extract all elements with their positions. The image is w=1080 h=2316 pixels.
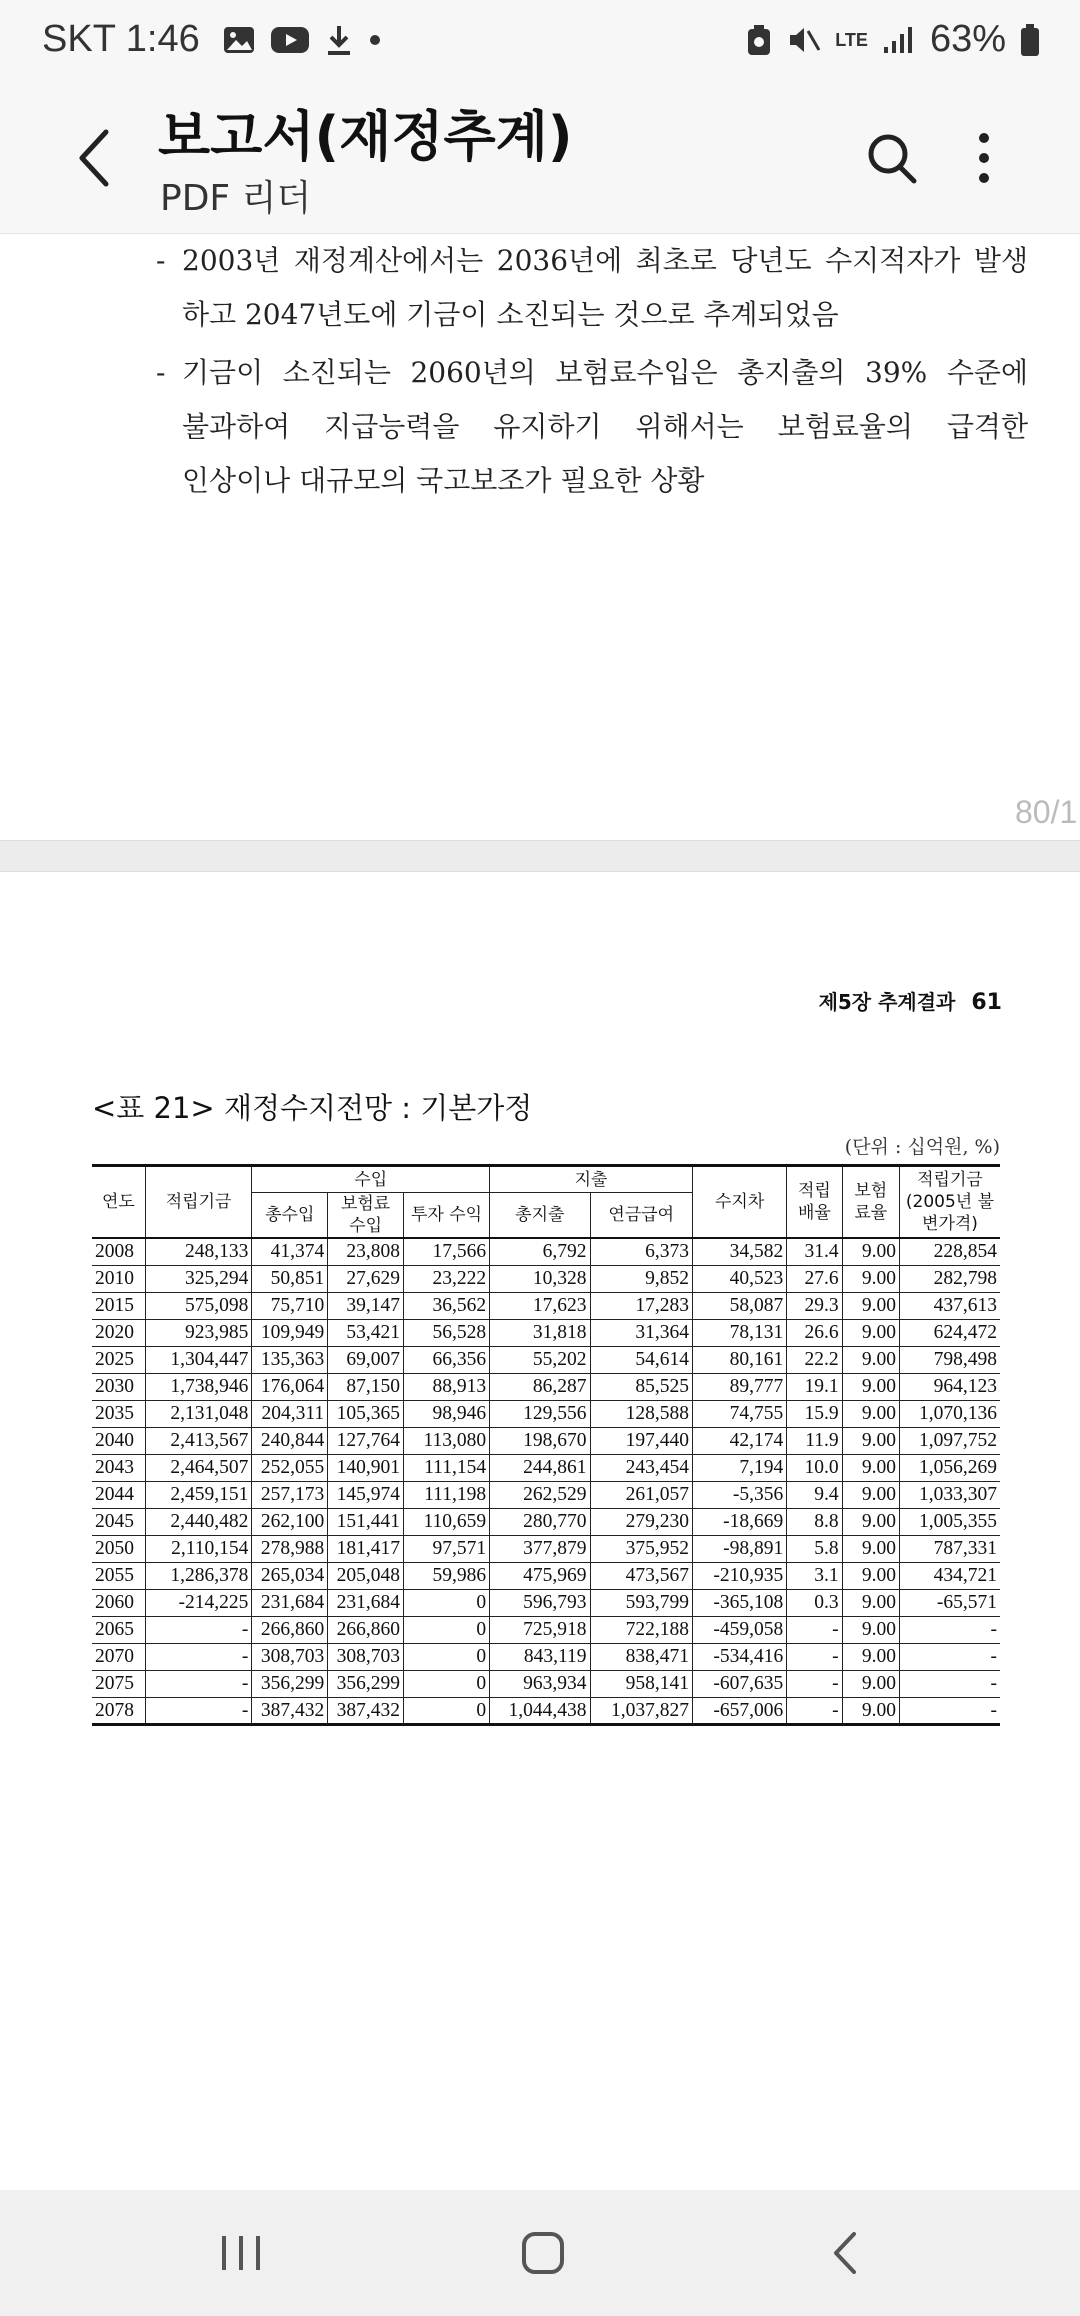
cell-total-income: 240,844	[252, 1427, 328, 1454]
cell-total-expenditure: 198,670	[490, 1427, 590, 1454]
cell-year: 2010	[92, 1265, 145, 1292]
recent-apps-icon	[206, 2220, 276, 2286]
unit-note: (단위 : 십억원, %)	[844, 1136, 1000, 1158]
cell-premium-income: 231,684	[328, 1589, 404, 1616]
bullet-line: 불과하여 지급능력을 유지하기 위해서는 보험료율의 급격한	[182, 410, 1028, 443]
cell-reserve-fund: 1,286,378	[145, 1562, 252, 1589]
cell-premium-income: 356,299	[328, 1670, 404, 1697]
cell-reserve-fund: 2,131,048	[145, 1400, 252, 1427]
cell-reserve-ratio: -	[787, 1616, 842, 1643]
download-icon	[324, 23, 354, 57]
cell-total-expenditure: 280,770	[490, 1508, 590, 1535]
cell-pension-benefits: 128,588	[590, 1400, 692, 1427]
cell-reserve-fund-2005: 1,005,355	[899, 1508, 1000, 1535]
cell-premium-rate: 9.00	[842, 1346, 899, 1373]
pdf-viewer[interactable]	[0, 234, 1080, 2190]
cell-balance: -98,891	[692, 1535, 786, 1562]
cell-total-income: 75,710	[252, 1292, 328, 1319]
cell-pension-benefits: 279,230	[590, 1508, 692, 1535]
table-row	[92, 1319, 1000, 1346]
cell-total-expenditure: 6,792	[490, 1238, 590, 1265]
cell-reserve-ratio: 27.6	[787, 1265, 842, 1292]
recent-apps-button[interactable]	[206, 2220, 276, 2286]
cell-reserve-fund-2005: 282,798	[899, 1265, 1000, 1292]
cell-total-income: 308,703	[252, 1643, 328, 1670]
table-row	[92, 1589, 1000, 1616]
search-button[interactable]	[862, 122, 922, 192]
page-indicator: 80/1	[1015, 794, 1078, 830]
cell-investment-income: 23,222	[404, 1265, 490, 1292]
cell-reserve-ratio: 3.1	[787, 1562, 842, 1589]
table-row	[92, 1562, 1000, 1589]
cell-investment-income: 66,356	[404, 1346, 490, 1373]
cell-pension-benefits: 243,454	[590, 1454, 692, 1481]
cell-year: 2075	[92, 1670, 145, 1697]
cell-balance: 74,755	[692, 1400, 786, 1427]
cell-total-income: 262,100	[252, 1508, 328, 1535]
cell-total-expenditure: 86,287	[490, 1373, 590, 1400]
cell-pension-benefits: 958,141	[590, 1670, 692, 1697]
cell-reserve-fund: 923,985	[145, 1319, 252, 1346]
cell-reserve-fund-2005: 434,721	[899, 1562, 1000, 1589]
network-type: LTE	[835, 29, 868, 50]
cell-year: 2015	[92, 1292, 145, 1319]
table-row	[92, 1697, 1000, 1724]
bullet-dash: -	[156, 356, 166, 389]
cell-total-income: 252,055	[252, 1454, 328, 1481]
cell-pension-benefits: 838,471	[590, 1643, 692, 1670]
back-chevron-icon	[66, 118, 126, 198]
cell-reserve-fund: 2,464,507	[145, 1454, 252, 1481]
cell-reserve-fund: 2,413,567	[145, 1427, 252, 1454]
cell-reserve-fund: -	[145, 1643, 252, 1670]
table-row	[92, 1643, 1000, 1670]
cell-total-expenditure: 377,879	[490, 1535, 590, 1562]
cell-year: 2045	[92, 1508, 145, 1535]
cell-premium-rate: 9.00	[842, 1589, 899, 1616]
youtube-icon	[270, 25, 310, 55]
cell-total-income: 135,363	[252, 1346, 328, 1373]
cell-reserve-fund-2005: -	[899, 1643, 1000, 1670]
cell-premium-income: 151,441	[328, 1508, 404, 1535]
cell-year: 2035	[92, 1400, 145, 1427]
cell-reserve-fund: 575,098	[145, 1292, 252, 1319]
cell-reserve-fund: 325,294	[145, 1265, 252, 1292]
cell-investment-income: 0	[404, 1616, 490, 1643]
cell-premium-rate: 9.00	[842, 1670, 899, 1697]
cell-investment-income: 88,913	[404, 1373, 490, 1400]
cell-investment-income: 0	[404, 1670, 490, 1697]
navigation-bar	[0, 2190, 1080, 2316]
table-row	[92, 1292, 1000, 1319]
cell-total-expenditure: 725,918	[490, 1616, 590, 1643]
cell-premium-income: 69,007	[328, 1346, 404, 1373]
cell-total-expenditure: 10,328	[490, 1265, 590, 1292]
table-caption: <표 21> 재정수지전망 : 기본가정	[92, 1091, 533, 1125]
cell-year: 2025	[92, 1346, 145, 1373]
cell-premium-income: 181,417	[328, 1535, 404, 1562]
cell-pension-benefits: 375,952	[590, 1535, 692, 1562]
cell-balance: 58,087	[692, 1292, 786, 1319]
cell-premium-rate: 9.00	[842, 1265, 899, 1292]
nav-back-icon	[812, 2220, 882, 2286]
cell-premium-income: 39,147	[328, 1292, 404, 1319]
cell-year: 2044	[92, 1481, 145, 1508]
cell-investment-income: 111,198	[404, 1481, 490, 1508]
chapter-title: 제5장 추계결과	[818, 990, 956, 1014]
cell-year: 2008	[92, 1238, 145, 1265]
table-body	[92, 1238, 1000, 1724]
cell-pension-benefits: 197,440	[590, 1427, 692, 1454]
cell-year: 2078	[92, 1697, 145, 1724]
table-row	[92, 1670, 1000, 1697]
header-reserve-fund: 적립기금	[145, 1166, 252, 1239]
fiscal-projection-table	[92, 1164, 1000, 1726]
cell-pension-benefits: 31,364	[590, 1319, 692, 1346]
status-bar	[0, 0, 1080, 80]
cell-balance: 78,131	[692, 1319, 786, 1346]
bullet-line: 2003년 재정계산에서는 2036년에 최초로 당년도 수지적자가 발생	[182, 244, 1028, 277]
cell-premium-income: 205,048	[328, 1562, 404, 1589]
cell-investment-income: 110,659	[404, 1508, 490, 1535]
cell-reserve-fund-2005: 964,123	[899, 1373, 1000, 1400]
header-premium-rate: 보험 료율	[842, 1166, 899, 1239]
cell-investment-income: 59,986	[404, 1562, 490, 1589]
cell-premium-income: 105,365	[328, 1400, 404, 1427]
cell-investment-income: 0	[404, 1643, 490, 1670]
cell-reserve-fund: -	[145, 1616, 252, 1643]
cell-premium-rate: 9.00	[842, 1508, 899, 1535]
table-row	[92, 1535, 1000, 1562]
carrier-time: SKT 1:46	[42, 18, 200, 60]
cell-premium-income: 387,432	[328, 1697, 404, 1724]
cell-premium-income: 140,901	[328, 1454, 404, 1481]
cell-year: 2030	[92, 1373, 145, 1400]
document-title: 보고서(재정추계)	[158, 105, 573, 168]
cell-reserve-ratio: 8.8	[787, 1508, 842, 1535]
cell-total-income: 266,860	[252, 1616, 328, 1643]
home-button[interactable]	[508, 2220, 578, 2286]
cell-reserve-fund-2005: 787,331	[899, 1535, 1000, 1562]
table-row	[92, 1481, 1000, 1508]
cell-reserve-fund-2005: 1,070,136	[899, 1400, 1000, 1427]
cell-reserve-fund-2005: -65,571	[899, 1589, 1000, 1616]
notification-icons	[222, 23, 382, 57]
cell-total-income: 50,851	[252, 1265, 328, 1292]
page-separator	[0, 840, 1080, 872]
cell-reserve-ratio: 26.6	[787, 1319, 842, 1346]
cell-total-income: 41,374	[252, 1238, 328, 1265]
table-row	[92, 1616, 1000, 1643]
cell-year: 2040	[92, 1427, 145, 1454]
cell-pension-benefits: 54,614	[590, 1346, 692, 1373]
cell-reserve-fund: 2,110,154	[145, 1535, 252, 1562]
cell-premium-rate: 9.00	[842, 1400, 899, 1427]
cell-reserve-ratio: 10.0	[787, 1454, 842, 1481]
home-icon	[508, 2220, 578, 2286]
cell-total-income: 265,034	[252, 1562, 328, 1589]
cell-reserve-fund: -	[145, 1670, 252, 1697]
cell-investment-income: 56,528	[404, 1319, 490, 1346]
header-total-income: 총수입	[252, 1193, 328, 1239]
table-row	[92, 1508, 1000, 1535]
page-number: 61	[971, 990, 1002, 1015]
cell-reserve-fund: 1,738,946	[145, 1373, 252, 1400]
cell-investment-income: 98,946	[404, 1400, 490, 1427]
header-pension-benefits: 연금급여	[590, 1193, 692, 1239]
cell-reserve-ratio: 31.4	[787, 1238, 842, 1265]
app-bar	[0, 80, 1080, 234]
cell-year: 2043	[92, 1454, 145, 1481]
cell-year: 2070	[92, 1643, 145, 1670]
cell-premium-income: 23,808	[328, 1238, 404, 1265]
cell-reserve-ratio: 22.2	[787, 1346, 842, 1373]
cell-reserve-ratio: 0.3	[787, 1589, 842, 1616]
cell-investment-income: 111,154	[404, 1454, 490, 1481]
header-investment-income: 투자 수익	[404, 1193, 490, 1239]
cell-premium-income: 53,421	[328, 1319, 404, 1346]
cell-reserve-fund-2005: 624,472	[899, 1319, 1000, 1346]
cell-year: 2050	[92, 1535, 145, 1562]
cell-pension-benefits: 6,373	[590, 1238, 692, 1265]
cell-year: 2065	[92, 1616, 145, 1643]
cell-reserve-ratio: -	[787, 1643, 842, 1670]
cell-total-income: 231,684	[252, 1589, 328, 1616]
cell-total-expenditure: 55,202	[490, 1346, 590, 1373]
cell-balance: 89,777	[692, 1373, 786, 1400]
cell-premium-rate: 9.00	[842, 1292, 899, 1319]
header-premium-income: 보험료 수입	[328, 1193, 404, 1239]
cell-pension-benefits: 9,852	[590, 1265, 692, 1292]
cell-total-income: 356,299	[252, 1670, 328, 1697]
cell-total-expenditure: 963,934	[490, 1670, 590, 1697]
signal-icon	[882, 25, 916, 55]
cell-premium-rate: 9.00	[842, 1427, 899, 1454]
header-year: 연도	[92, 1166, 145, 1239]
cell-premium-rate: 9.00	[842, 1373, 899, 1400]
cell-total-income: 109,949	[252, 1319, 328, 1346]
cell-balance: -607,635	[692, 1670, 786, 1697]
cell-total-income: 257,173	[252, 1481, 328, 1508]
cell-reserve-ratio: 19.1	[787, 1373, 842, 1400]
cell-pension-benefits: 1,037,827	[590, 1697, 692, 1724]
cell-balance: 80,161	[692, 1346, 786, 1373]
cell-balance: 34,582	[692, 1238, 786, 1265]
cell-total-expenditure: 475,969	[490, 1562, 590, 1589]
cell-premium-rate: 9.00	[842, 1454, 899, 1481]
cell-reserve-ratio: 15.9	[787, 1400, 842, 1427]
cell-investment-income: 0	[404, 1589, 490, 1616]
chapter-header	[819, 986, 1002, 1015]
cell-premium-rate: 9.00	[842, 1562, 899, 1589]
cell-total-income: 278,988	[252, 1535, 328, 1562]
cell-reserve-fund-2005: -	[899, 1670, 1000, 1697]
cell-premium-rate: 9.00	[842, 1697, 899, 1724]
cell-premium-income: 127,764	[328, 1427, 404, 1454]
cell-balance: -5,356	[692, 1481, 786, 1508]
cell-premium-rate: 9.00	[842, 1481, 899, 1508]
cell-year: 2055	[92, 1562, 145, 1589]
cell-total-expenditure: 1,044,438	[490, 1697, 590, 1724]
cell-balance: -459,058	[692, 1616, 786, 1643]
cell-reserve-fund-2005: -	[899, 1697, 1000, 1724]
cell-investment-income: 113,080	[404, 1427, 490, 1454]
header-expenditure: 지출	[490, 1166, 693, 1193]
more-vert-icon	[962, 122, 1006, 192]
cell-year: 2020	[92, 1319, 145, 1346]
cell-premium-rate: 9.00	[842, 1616, 899, 1643]
cell-reserve-fund-2005: 1,097,752	[899, 1427, 1000, 1454]
cell-premium-income: 308,703	[328, 1643, 404, 1670]
cell-reserve-ratio: 9.4	[787, 1481, 842, 1508]
cell-balance: -18,669	[692, 1508, 786, 1535]
more-options-button[interactable]	[962, 122, 1006, 192]
cell-premium-income: 266,860	[328, 1616, 404, 1643]
cell-investment-income: 0	[404, 1697, 490, 1724]
cell-reserve-fund: 2,440,482	[145, 1508, 252, 1535]
bullet-line: 하고 2047년도에 기금이 소진되는 것으로 추계되었음	[182, 298, 839, 331]
mute-icon	[787, 25, 821, 55]
cell-premium-rate: 9.00	[842, 1535, 899, 1562]
cell-reserve-fund-2005: 228,854	[899, 1238, 1000, 1265]
cell-pension-benefits: 17,283	[590, 1292, 692, 1319]
status-left	[42, 18, 382, 61]
cell-reserve-fund-2005: 1,033,307	[899, 1481, 1000, 1508]
cell-premium-rate: 9.00	[842, 1238, 899, 1265]
header-total-expenditure: 총지출	[490, 1193, 590, 1239]
cell-total-income: 176,064	[252, 1373, 328, 1400]
table-row	[92, 1238, 1000, 1265]
cell-reserve-fund-2005: 1,056,269	[899, 1454, 1000, 1481]
cell-total-expenditure: 129,556	[490, 1400, 590, 1427]
cell-total-income: 204,311	[252, 1400, 328, 1427]
cell-premium-rate: 9.00	[842, 1643, 899, 1670]
cell-reserve-fund-2005: 437,613	[899, 1292, 1000, 1319]
cell-pension-benefits: 261,057	[590, 1481, 692, 1508]
cell-balance: 42,174	[692, 1427, 786, 1454]
cell-investment-income: 36,562	[404, 1292, 490, 1319]
cell-reserve-fund: 2,459,151	[145, 1481, 252, 1508]
cell-reserve-fund: -	[145, 1697, 252, 1724]
cell-reserve-ratio: 11.9	[787, 1427, 842, 1454]
cell-reserve-fund: 248,133	[145, 1238, 252, 1265]
cell-pension-benefits: 722,188	[590, 1616, 692, 1643]
back-button[interactable]	[66, 118, 126, 198]
cell-premium-income: 87,150	[328, 1373, 404, 1400]
cell-reserve-ratio: 5.8	[787, 1535, 842, 1562]
header-balance: 수지차	[692, 1166, 786, 1239]
status-right	[745, 18, 1040, 61]
cell-premium-income: 145,974	[328, 1481, 404, 1508]
cell-pension-benefits: 593,799	[590, 1589, 692, 1616]
cell-total-expenditure: 596,793	[490, 1589, 590, 1616]
cell-reserve-fund-2005: 798,498	[899, 1346, 1000, 1373]
app-subtitle: PDF 리더	[160, 178, 312, 219]
table-row	[92, 1373, 1000, 1400]
header-reserve-fund-2005: 적립기금 (2005년 불변가격)	[899, 1166, 1000, 1239]
cell-total-expenditure: 262,529	[490, 1481, 590, 1508]
cell-balance: -657,006	[692, 1697, 786, 1724]
cell-pension-benefits: 85,525	[590, 1373, 692, 1400]
header-income: 수입	[252, 1166, 490, 1193]
cell-reserve-ratio: -	[787, 1670, 842, 1697]
cell-total-expenditure: 17,623	[490, 1292, 590, 1319]
bullet-line: 인상이나 대규모의 국고보조가 필요한 상황	[182, 464, 705, 497]
table-row	[92, 1427, 1000, 1454]
cell-investment-income: 17,566	[404, 1238, 490, 1265]
bullet-dash: -	[156, 244, 166, 277]
cell-total-income: 387,432	[252, 1697, 328, 1724]
cell-premium-rate: 9.00	[842, 1319, 899, 1346]
cell-reserve-ratio: 29.3	[787, 1292, 842, 1319]
cell-total-expenditure: 244,861	[490, 1454, 590, 1481]
table-row	[92, 1454, 1000, 1481]
cell-total-expenditure: 843,119	[490, 1643, 590, 1670]
battery-saver-icon	[745, 23, 773, 57]
battery-icon	[1020, 23, 1040, 57]
cell-reserve-ratio: -	[787, 1697, 842, 1724]
cell-reserve-fund: -214,225	[145, 1589, 252, 1616]
cell-reserve-fund: 1,304,447	[145, 1346, 252, 1373]
cell-year: 2060	[92, 1589, 145, 1616]
search-icon	[862, 122, 922, 192]
cell-reserve-fund-2005: -	[899, 1616, 1000, 1643]
cell-total-expenditure: 31,818	[490, 1319, 590, 1346]
gallery-icon	[222, 25, 256, 55]
cell-balance: 7,194	[692, 1454, 786, 1481]
cell-balance: -210,935	[692, 1562, 786, 1589]
cell-balance: 40,523	[692, 1265, 786, 1292]
header-reserve-ratio: 적립 배율	[787, 1166, 842, 1239]
cell-investment-income: 97,571	[404, 1535, 490, 1562]
battery-level: 63%	[929, 18, 1006, 60]
bullet-line: 기금이 소진되는 2060년의 보험료수입은 총지출의 39% 수준에	[182, 356, 1028, 389]
nav-back-button[interactable]	[812, 2220, 882, 2286]
table-row	[92, 1346, 1000, 1373]
cell-premium-income: 27,629	[328, 1265, 404, 1292]
dot-icon	[368, 33, 382, 47]
cell-balance: -534,416	[692, 1643, 786, 1670]
cell-pension-benefits: 473,567	[590, 1562, 692, 1589]
table-row	[92, 1400, 1000, 1427]
cell-balance: -365,108	[692, 1589, 786, 1616]
table-row	[92, 1265, 1000, 1292]
